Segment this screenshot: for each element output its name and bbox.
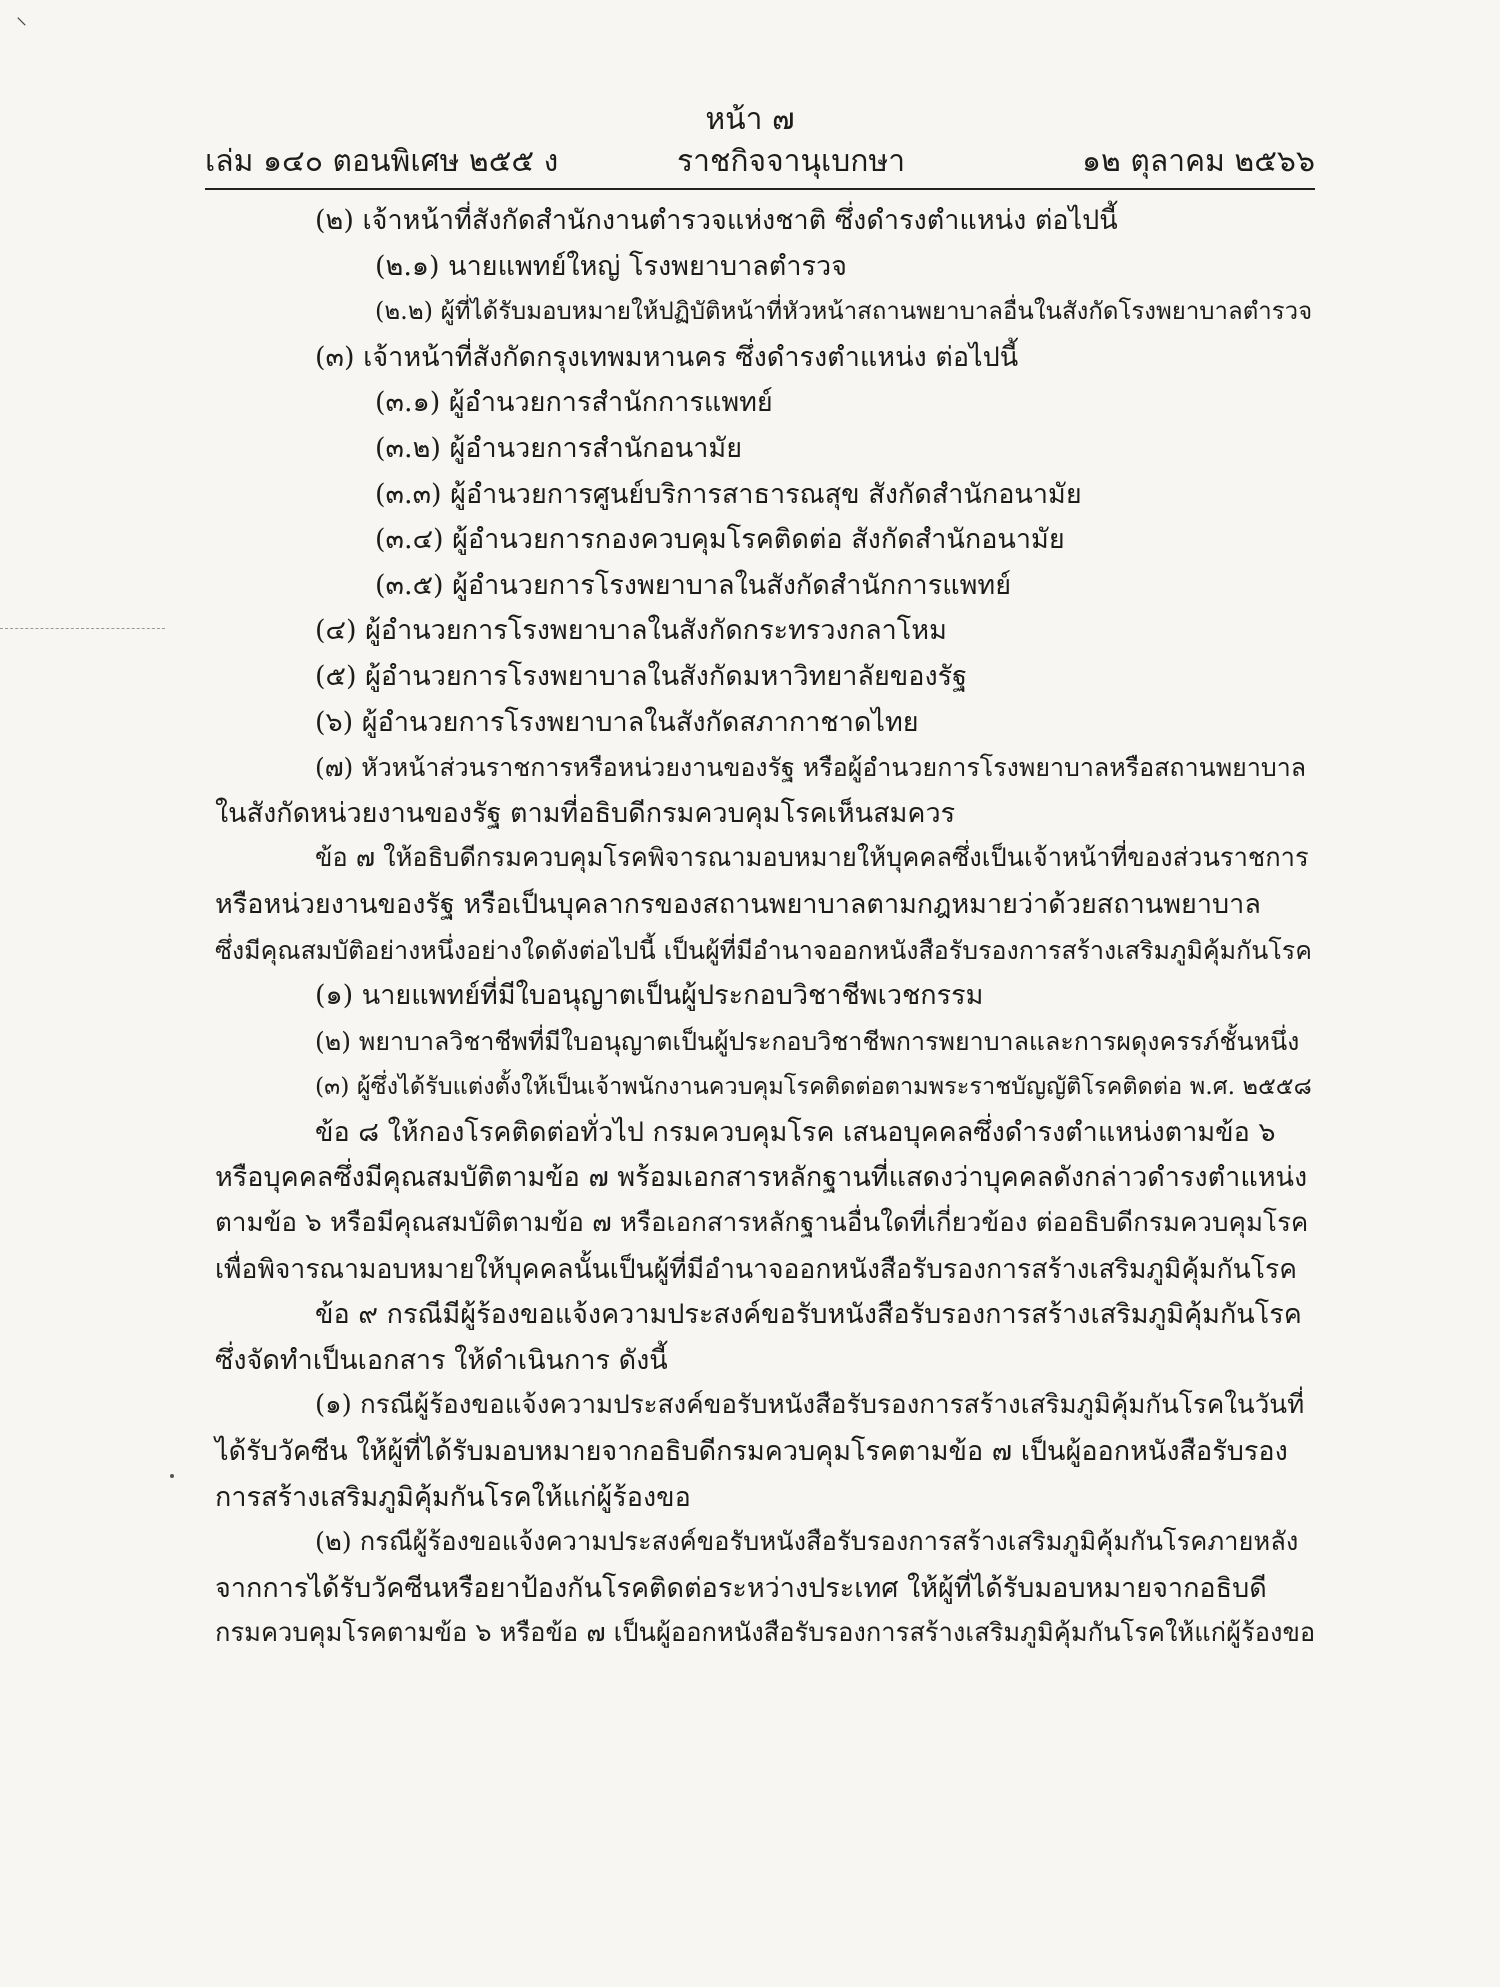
body-line: (๓.๕) ผู้อำนวยการโรงพยาบาลในสังกัดสำนักการแพทย์ [375,569,1012,601]
body-line: (๑) กรณีผู้ร้องขอแจ้งความประสงค์ขอรับหนังสือรับรองการสร้างเสริมภูมิคุ้มกันโรคในวันที่ [315,1390,1305,1421]
header-gazette-title: ราชกิจจานุเบกษา [677,144,906,179]
document-body [215,198,1315,1657]
body-line: (๓.๑) ผู้อำนวยการสำนักการแพทย์ [375,387,773,419]
page-number: หน้า ๗ [705,102,795,137]
body-line: (๖) ผู้อำนวยการโรงพยาบาลในสังกัดสภากาชาดไทย [315,706,919,738]
body-line: ในสังกัดหน่วยงานของรัฐ ตามที่อธิบดีกรมควบคุมโรคเห็นสมควร [215,797,956,829]
body-line: ข้อ ๘ ให้กองโรคติดต่อทั่วไป กรมควบคุมโรค เสนอบุคคลซึ่งดำรงตำแหน่งตามข้อ ๖ [315,1116,1276,1148]
body-line: (๓) ผู้ซึ่งได้รับแต่งตั้งให้เป็นเจ้าพนักงานควบคุมโรคติดต่อตามพระราชบัญญัติโรคติดต่อ พ.ศ. ๒๕๕๘ [315,1072,1312,1101]
body-line: (๔) ผู้อำนวยการโรงพยาบาลในสังกัดกระทรวงกลาโหม [315,615,947,647]
body-line: การสร้างเสริมภูมิคุ้มกันโรคให้แก่ผู้ร้องขอ [215,1481,691,1513]
scan-corner-mark: ⸌ [16,14,28,39]
body-line: ข้อ ๗ ให้อธิบดีกรมควบคุมโรคพิจารณามอบหมายให้บุคคลซึ่งเป็นเจ้าหน้าที่ของส่วนราชการ [315,843,1309,874]
body-line: กรมควบคุมโรคตามข้อ ๖ หรือข้อ ๗ เป็นผู้ออกหนังสือรับรองการสร้างเสริมภูมิคุ้มกันโรคให้แก่ผู้ร้องขอ [215,1618,1316,1649]
body-line: หรือหน่วยงานของรัฐ หรือเป็นบุคลากรของสถานพยาบาลตามกฎหมายว่าด้วยสถานพยาบาล [215,888,1261,920]
body-line: (๒.๒) ผู้ที่ได้รับมอบหมายให้ปฏิบัติหน้าที่หัวหน้าสถานพยาบาลอื่นในสังกัดโรงพยาบาลตำรวจ [375,297,1313,326]
body-line: ได้รับวัคซีน ให้ผู้ที่ได้รับมอบหมายจากอธิบดีกรมควบคุมโรคตามข้อ ๗ เป็นผู้ออกหนังสือรับรอง [215,1436,1288,1468]
body-line: เพื่อพิจารณามอบหมายให้บุคคลนั้นเป็นผู้ที่มีอำนาจออกหนังสือรับรองการสร้างเสริมภูมิคุ้มกันโรค [215,1253,1297,1285]
body-line: (๒) เจ้าหน้าที่สังกัดสำนักงานตำรวจแห่งชาติ ซึ่งดำรงตำแหน่ง ต่อไปนี้ [315,205,1118,236]
body-line: (๓.๒) ผู้อำนวยการสำนักอนามัย [375,432,743,464]
body-line: (๒) กรณีผู้ร้องขอแจ้งความประสงค์ขอรับหนังสือรับรองการสร้างเสริมภูมิคุ้มกันโรคภายหลัง [315,1527,1299,1558]
body-line: (๗) หัวหน้าส่วนราชการหรือหน่วยงานของรัฐ หรือผู้อำนวยการโรงพยาบาลหรือสถานพยาบาล [315,753,1307,783]
scan-speck [170,1474,174,1478]
gazette-header [205,138,1315,190]
body-line: (๓.๔) ผู้อำนวยการกองควบคุมโรคติดต่อ สังกัดสำนักอนามัย [375,524,1065,556]
scan-margin-mark [0,628,165,629]
body-line: (๒) พยาบาลวิชาชีพที่มีใบอนุญาตเป็นผู้ประกอบวิชาชีพการพยาบาลและการผดุงครรภ์ชั้นหนึ่ง [315,1026,1300,1056]
body-line: (๕) ผู้อำนวยการโรงพยาบาลในสังกัดมหาวิทยาลัยของรัฐ [315,660,968,692]
header-date: ๑๒ ตุลาคม ๒๕๖๖ [1081,144,1315,179]
header-volume: เล่ม ๑๔๐ ตอนพิเศษ ๒๕๕ ง [205,144,559,179]
body-line: ตามข้อ ๖ หรือมีคุณสมบัติตามข้อ ๗ หรือเอกสารหลักฐานอื่นใดที่เกี่ยวข้อง ต่ออธิบดีกรมควบคุมโรค [215,1208,1309,1239]
body-line: จากการได้รับวัคซีนหรือยาป้องกันโรคติดต่อระหว่างประเทศ ให้ผู้ที่ได้รับมอบหมายจากอธิบดี [215,1572,1267,1604]
body-line: (๓) เจ้าหน้าที่สังกัดกรุงเทพมหานคร ซึ่งดำรงตำแหน่ง ต่อไปนี้ [315,341,1019,373]
body-line: (๒.๑) นายแพทย์ใหญ่ โรงพยาบาลตำรวจ [375,250,847,282]
body-line: ซึ่งจัดทำเป็นเอกสาร ให้ดำเนินการ ดังนี้ [215,1344,668,1376]
body-line: (๑) นายแพทย์ที่มีใบอนุญาตเป็นผู้ประกอบวิชาชีพเวชกรรม [315,980,984,1012]
body-line: ข้อ ๙ กรณีมีผู้ร้องขอแจ้งความประสงค์ขอรับหนังสือรับรองการสร้างเสริมภูมิคุ้มกันโรค [315,1299,1302,1331]
body-line: หรือบุคคลซึ่งมีคุณสมบัติตามข้อ ๗ พร้อมเอกสารหลักฐานที่แสดงว่าบุคคลดังกล่าวดำรงตำแหน่ง [215,1162,1308,1194]
header-rule [205,188,1315,190]
body-line: (๓.๓) ผู้อำนวยการศูนย์บริการสาธารณสุข สังกัดสำนักอนามัย [375,478,1082,510]
body-line: ซึ่งมีคุณสมบัติอย่างหนึ่งอย่างใดดังต่อไปนี้ เป็นผู้ที่มีอำนาจออกหนังสือรับรองการสร้างเสริมภูมิคุ้มกันโรค [215,935,1312,965]
